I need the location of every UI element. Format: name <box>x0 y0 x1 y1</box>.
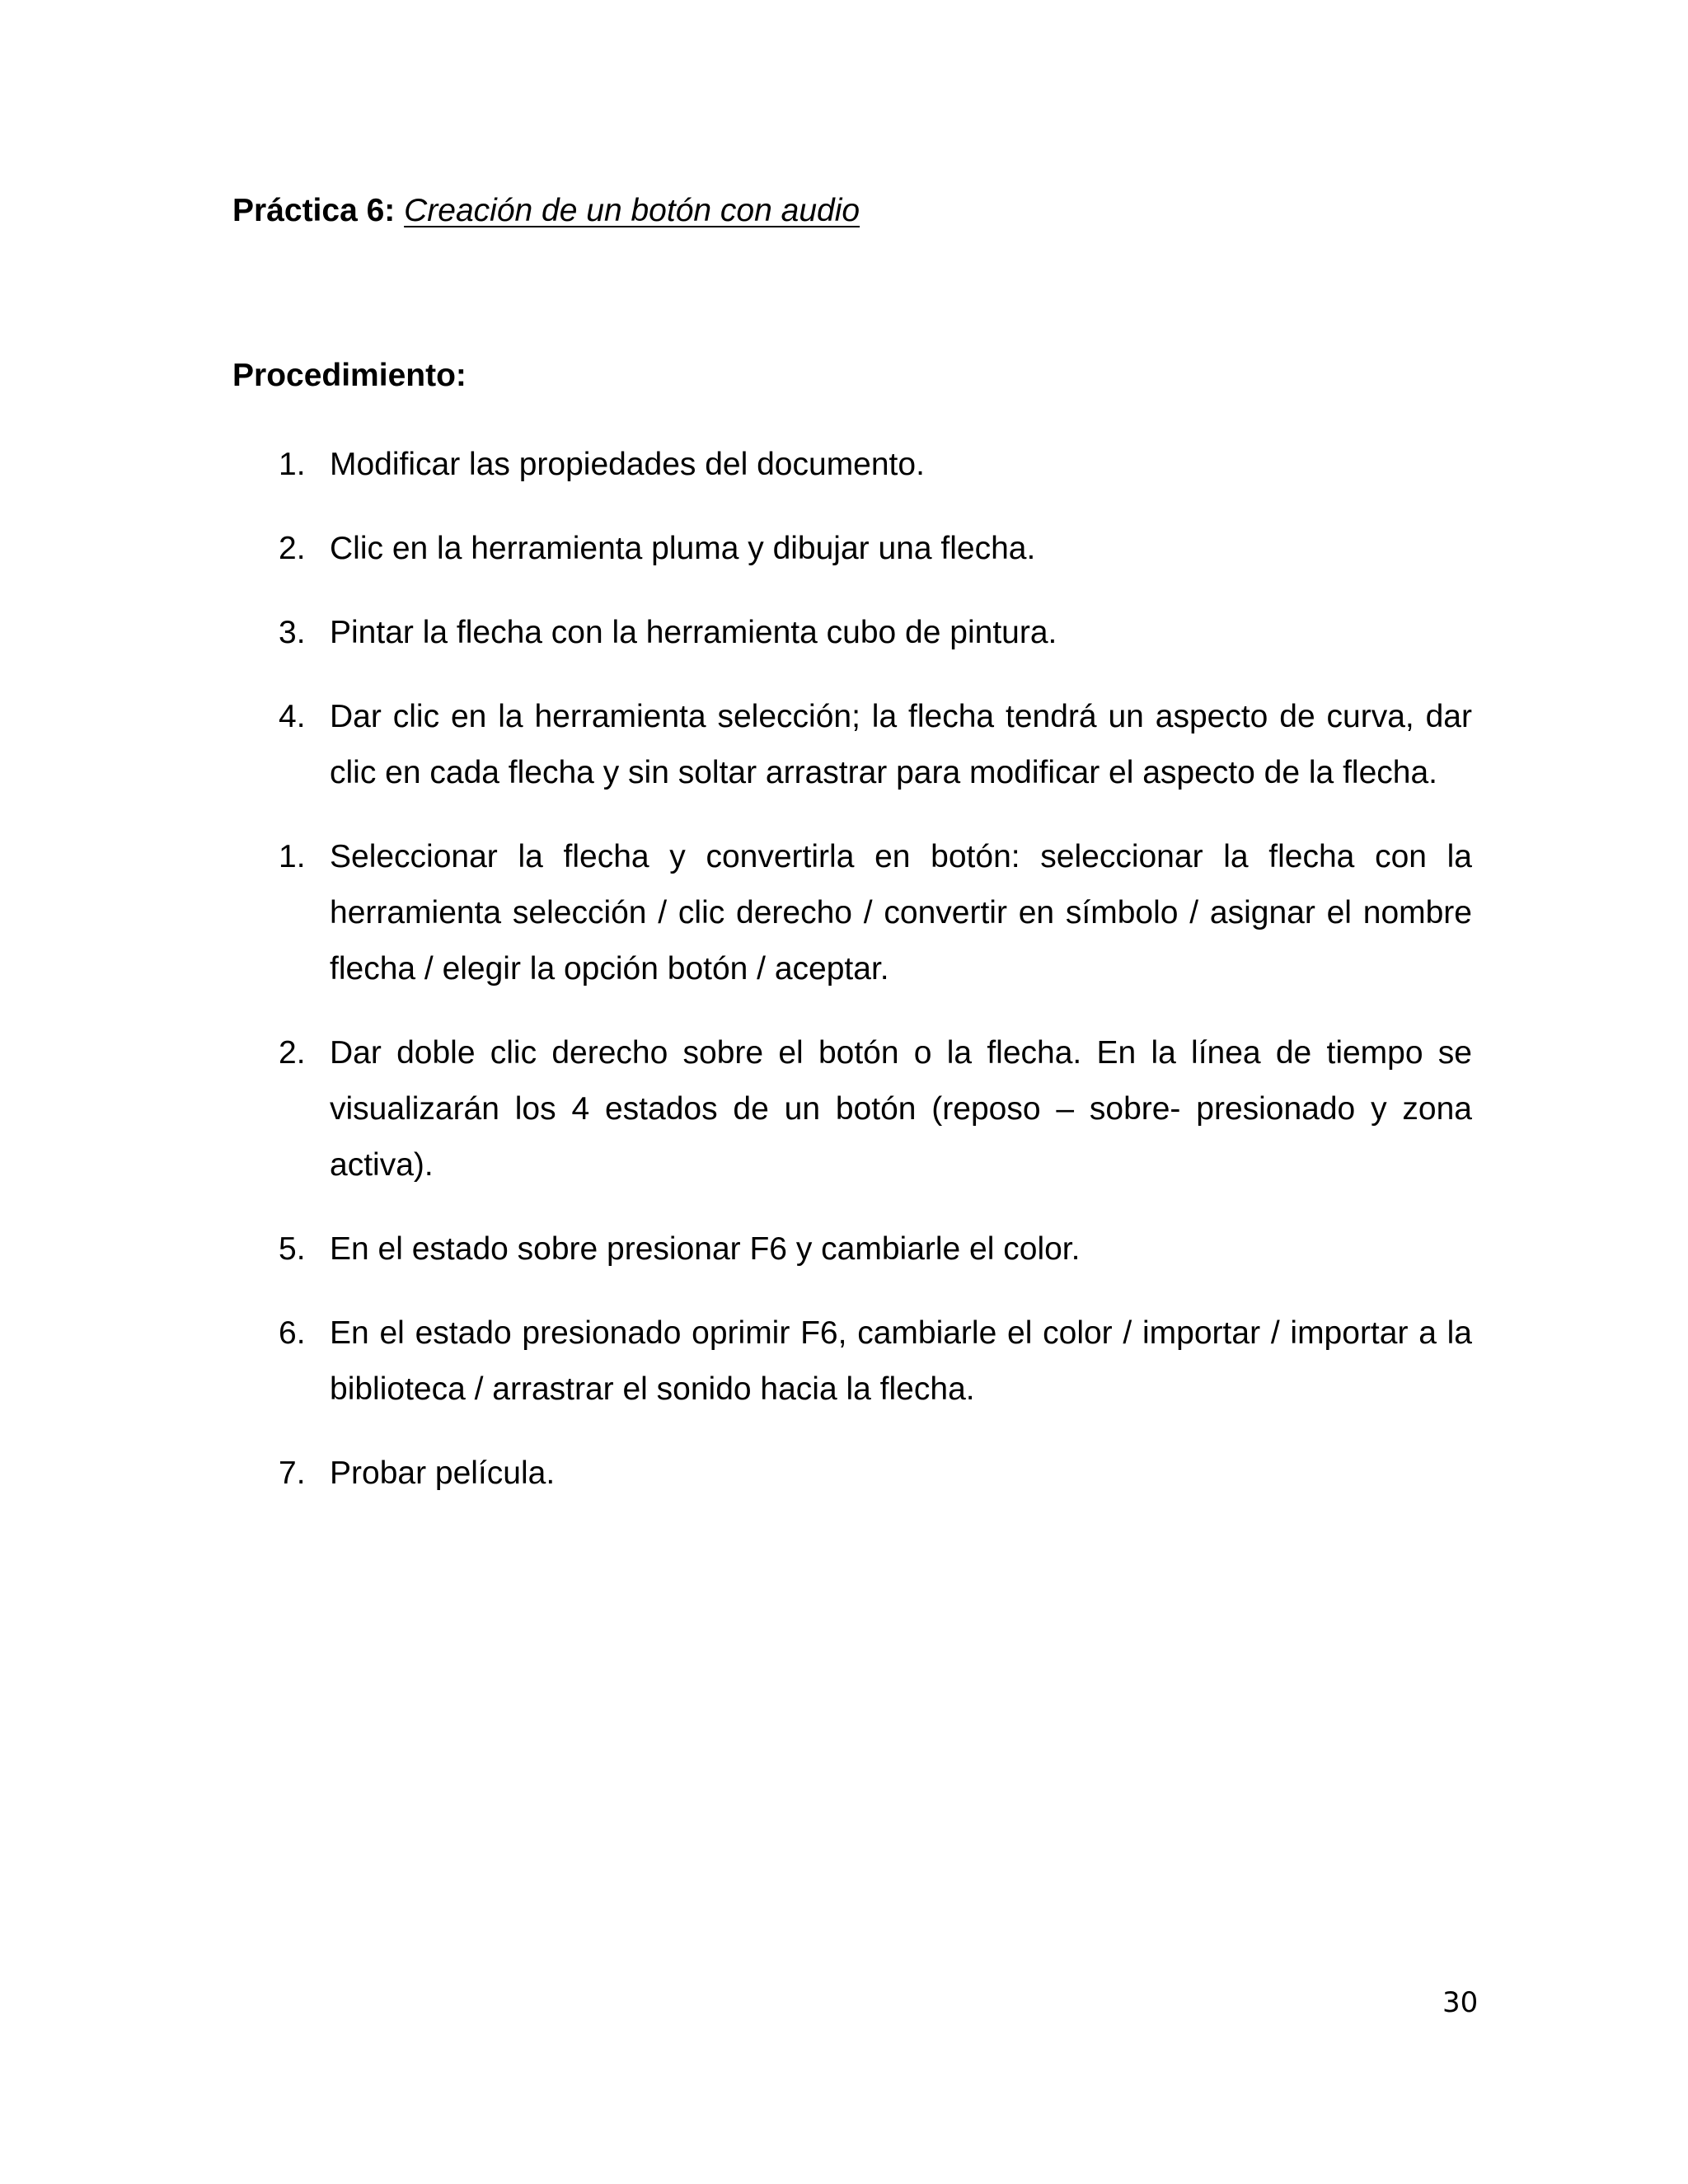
step-text: En el estado sobre presionar F6 y cambiarle el color. <box>330 1231 1081 1267</box>
step-text: En el estado presionado oprimir F6, cambiarle el color / importar / importar a la biblioteca / arrastrar el sonido hacia la flecha. <box>330 1315 1472 1407</box>
procedure-step <box>232 1025 1472 1193</box>
step-number: 1. <box>279 447 306 482</box>
procedure-steps-list <box>232 437 1472 1530</box>
step-number: 7. <box>279 1455 306 1491</box>
procedure-step <box>232 1221 1472 1277</box>
step-text: Seleccionar la flecha y convertirla en botón: seleccionar la flecha con la herramienta selección / clic derecho / convertir en símbolo / asignar el nombre flecha / elegir la opción botón / aceptar. <box>330 839 1472 987</box>
procedure-step <box>232 1446 1472 1502</box>
step-text: Dar clic en la herramienta selección; la flecha tendrá un aspecto de curva, dar clic en cada flecha y sin soltar arrastrar para modificar el aspecto de la flecha. <box>330 699 1472 790</box>
procedure-step <box>232 689 1472 801</box>
practice-subject: Creación de un botón con audio <box>404 193 860 228</box>
practice-title <box>232 190 860 232</box>
step-number: 2. <box>279 531 306 566</box>
step-text: Probar película. <box>330 1455 556 1491</box>
practice-label: Práctica 6: <box>232 193 396 228</box>
step-number: 1. <box>279 839 306 874</box>
step-number: 6. <box>279 1315 306 1351</box>
step-number: 2. <box>279 1035 306 1071</box>
procedure-heading: Procedimiento: <box>232 358 467 393</box>
step-number: 4. <box>279 699 306 734</box>
step-text: Clic en la herramienta pluma y dibujar una flecha. <box>330 531 1036 566</box>
step-number: 3. <box>279 615 306 650</box>
page-number: 30 <box>1442 1986 1479 2019</box>
step-text: Modificar las propiedades del documento. <box>330 447 925 482</box>
procedure-step <box>232 829 1472 997</box>
step-text: Dar doble clic derecho sobre el botón o la flecha. En la línea de tiempo se visualizarán los 4 estados de un botón (reposo – sobre- presionado y zona activa). <box>330 1035 1472 1183</box>
step-number: 5. <box>279 1231 306 1267</box>
procedure-step <box>232 437 1472 493</box>
procedure-step <box>232 1305 1472 1418</box>
procedure-step <box>232 605 1472 661</box>
procedure-step <box>232 521 1472 577</box>
step-text: Pintar la flecha con la herramienta cubo de pintura. <box>330 615 1057 650</box>
